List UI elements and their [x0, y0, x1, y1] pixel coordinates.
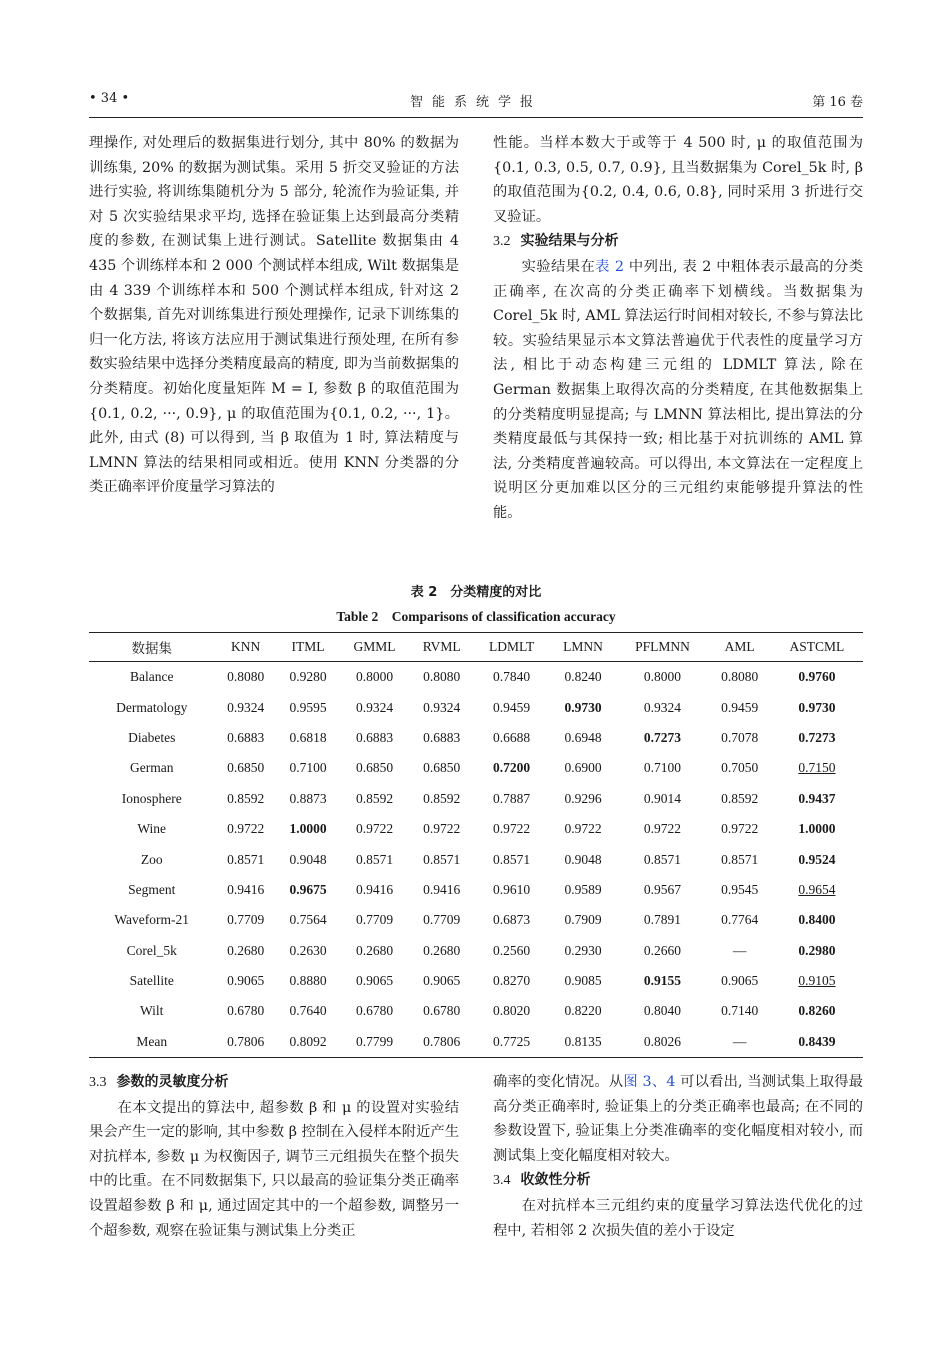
accuracy-table	[89, 632, 863, 1058]
accuracy-cell: 0.7806	[410, 1027, 474, 1058]
accuracy-cell: 0.9065	[355, 973, 394, 989]
table-2-link[interactable]: 表 2	[595, 258, 624, 275]
accuracy-cell: 0.8592	[423, 790, 461, 806]
accuracy-cell: 0.7150	[798, 760, 836, 776]
accuracy-cell: 0.9730	[798, 699, 836, 715]
accuracy-cell: 0.9730	[564, 699, 602, 715]
paragraph: 性能。当样本数大于或等于 4 500 时, μ 的取值范围为{0.1, 0.3, 0.5, 0.7, 0.9}, 且当数据集为 Corel_5k 时, β 的取值范围为{0.2, 0.4, 0.6, 0.8}, 同时采用 3 折进行交叉验证。	[493, 135, 863, 225]
paragraph: 理操作, 对处理后的数据集进行划分, 其中 80% 的数据为训练集, 20% 的数据为测试集。采用 5 折交叉验证的方法进行实验, 将训练集随机分为 5 部分, 轮流作为验证集, 并对 5 次实验结果求平均, 选择在验证集上达到最高分类精度的参数, 在测试集上进行测试。Satellite 数据集由 4 435 个训练样本和 2 000 个测试样本组成, Wilt 数据集是由 4 339 个训练样本和 500 个测试样本组成, 针对这 2 个数据集, 首先对训练集进行预处理操作, 记录下训练集的归一化方法, 将该方法应用于测试集进行预处理, 在所有参数实验结果中选择分类精度最高的精度, 即为当前数据集的分类精度。初始化度量矩阵 M = I, 参数 β 的取值范围为{0.1, 0.2, ···, 0.9}, μ 的取值范围为{0.1, 0.2, ···, 1}。此外, 由式 (8) 可以得到, 当 β 取值为 1 时, 算法精度与 LMNN 算法的结果相同或相近。使用 KNN 分类器的分类正确率评价度量学习算法的	[89, 135, 459, 496]
paragraph: 在对抗样本三元组约束的度量学习算法迭代优化的过程中, 若相邻 2 次损失值的差小于设定	[493, 1197, 863, 1239]
accuracy-cell: 0.7709	[355, 912, 394, 928]
table-row	[89, 905, 863, 935]
accuracy-cell: 0.9324	[643, 699, 682, 715]
accuracy-cell: 0.7799	[339, 1027, 410, 1058]
dataset-name-cell: Wilt	[139, 1003, 164, 1019]
accuracy-cell: 0.9567	[643, 881, 682, 897]
column-header: AML	[708, 633, 770, 662]
accuracy-cell: 0.9545	[721, 881, 759, 897]
dataset-name-cell: Ionosphere	[121, 790, 182, 806]
accuracy-cell: 0.8080	[227, 669, 265, 685]
accuracy-cell: 0.9105	[798, 973, 836, 989]
column-header: KNN	[214, 633, 276, 662]
accuracy-cell: 0.7709	[423, 912, 461, 928]
accuracy-cell: 0.6780	[355, 1003, 394, 1019]
accuracy-cell: 0.8571	[355, 851, 394, 867]
accuracy-cell: 0.7140	[721, 1003, 759, 1019]
accuracy-cell: 0.9437	[798, 790, 836, 806]
table-row	[89, 844, 863, 874]
accuracy-cell: 0.9296	[564, 790, 602, 806]
accuracy-cell: 0.6850	[355, 760, 394, 776]
table-row	[89, 814, 863, 844]
volume-label: 第 16 卷	[812, 95, 863, 110]
table-header-row	[89, 633, 863, 662]
right-column-bottom	[493, 1070, 863, 1243]
accuracy-cell: 0.7273	[798, 729, 836, 745]
figure-3-4-link[interactable]: 图 3、4	[623, 1074, 676, 1090]
accuracy-cell: 0.9155	[643, 973, 682, 989]
accuracy-cell: 0.9595	[289, 699, 327, 715]
accuracy-cell: 0.9324	[423, 699, 461, 715]
accuracy-cell: 0.9065	[423, 973, 461, 989]
header-rule	[89, 117, 863, 118]
accuracy-cell: 0.9610	[493, 881, 531, 897]
dataset-name-cell: Wine	[137, 821, 167, 837]
accuracy-cell: 0.9324	[227, 699, 265, 715]
accuracy-cell: 0.2680	[227, 942, 265, 958]
table-caption-en: Table 2 Comparisons of classification accuracy	[336, 609, 616, 624]
table-row	[89, 1027, 863, 1058]
accuracy-cell: 0.7100	[643, 760, 682, 776]
accuracy-cell: 0.9416	[227, 881, 265, 897]
accuracy-cell: 0.8080	[423, 669, 461, 685]
accuracy-cell: 0.2930	[564, 942, 602, 958]
accuracy-cell: 0.2680	[423, 942, 461, 958]
accuracy-cell: 0.9722	[423, 821, 461, 837]
accuracy-cell: 0.6883	[355, 729, 394, 745]
paragraph: 实验结果在表 2 中列出, 表 2 中粗体表示最高的分类正确率, 在次高的分类正确率下划横线。当数据集为 Corel_5k 时, AML 算法运行时间相对较长, 不参与算法比较。实验结果显示本文算法普遍优于代表性的度量学习方法, 相比于动态构建三元组的 LDMLT 算法, 除在 German 数据集上取得次高的分类精度, 在其他数据集上的分类精度明显提高; 与 LMNN 算法相比, 提出算法的分类精度最低与其保持一致; 相比基于对抗训练的 AML 算法, 分类精度普遍较高。可以得出, 本文算法在一定程度上说明区分更加难以区分的三元组约束能够提升算法的性能。	[493, 258, 864, 521]
accuracy-cell: 0.9722	[721, 821, 759, 837]
accuracy-cell: 0.7200	[493, 760, 531, 776]
accuracy-cell: 0.7764	[721, 912, 759, 928]
accuracy-cell: 0.7100	[289, 760, 327, 776]
accuracy-cell: 0.6780	[423, 1003, 461, 1019]
table-body	[89, 662, 863, 1058]
accuracy-cell: 0.9722	[564, 821, 602, 837]
page-header	[89, 91, 863, 113]
accuracy-cell: 0.7640	[289, 1003, 327, 1019]
section-heading-3-3: 3.3 参数的灵敏度分析	[89, 1074, 229, 1090]
accuracy-cell: 0.8000	[355, 669, 394, 685]
dataset-name-cell: Zoo	[140, 851, 163, 867]
accuracy-cell: 0.8439	[771, 1027, 863, 1058]
table-row	[89, 784, 863, 814]
column-header: RVML	[410, 633, 474, 662]
accuracy-cell: 0.2680	[355, 942, 394, 958]
table-row	[89, 996, 863, 1026]
accuracy-cell: 0.9280	[289, 669, 327, 685]
accuracy-cell: 0.7050	[721, 760, 759, 776]
accuracy-cell: 0.8571	[423, 851, 461, 867]
accuracy-cell: 0.9048	[289, 851, 327, 867]
accuracy-cell: 0.9589	[564, 881, 602, 897]
paragraph: 在本文提出的算法中, 超参数 β 和 μ 的设置对实验结果会产生一定的影响, 其中参数 β 控制在入侵样本附近产生对抗样本, 参数 μ 为权衡因子, 调节三元组损失在整个损失中的比重。在不同数据集下, 只以最高的验证集分类正确率设置超参数 β 和 μ, 通过固定其中的一个超参数, 调整另一个超参数, 观察在验证集与测试集上分类正	[89, 1099, 459, 1239]
accuracy-cell: 0.9654	[798, 881, 836, 897]
accuracy-cell: 0.9014	[643, 790, 682, 806]
table-row	[89, 936, 863, 966]
journal-name: 智能系统学报	[409, 95, 542, 110]
table-row	[89, 692, 863, 722]
accuracy-cell: 0.6688	[493, 729, 531, 745]
accuracy-cell: 0.8571	[643, 851, 682, 867]
accuracy-cell: 0.9085	[564, 973, 602, 989]
accuracy-cell: 0.6873	[493, 912, 531, 928]
accuracy-cell: 0.6883	[423, 729, 461, 745]
table-row	[89, 966, 863, 996]
accuracy-cell: 0.2630	[289, 942, 327, 958]
accuracy-cell: 0.9416	[355, 881, 394, 897]
column-header: ASTCML	[771, 633, 863, 662]
accuracy-cell: 0.8880	[289, 973, 327, 989]
column-header: LDMLT	[474, 633, 550, 662]
table-row	[89, 875, 863, 905]
accuracy-cell: 0.9065	[721, 973, 759, 989]
left-column-bottom	[89, 1070, 459, 1243]
accuracy-cell: 0.8571	[227, 851, 265, 867]
accuracy-cell: 0.9722	[643, 821, 682, 837]
accuracy-cell: 0.9760	[798, 669, 836, 685]
accuracy-cell: 0.8260	[798, 1003, 836, 1019]
dataset-name-cell: Dermatology	[116, 699, 188, 715]
accuracy-cell: 0.9416	[423, 881, 461, 897]
accuracy-cell: 0.8873	[289, 790, 327, 806]
table-row	[89, 753, 863, 783]
dataset-name-cell: Balance	[129, 669, 174, 685]
accuracy-cell: 0.7564	[289, 912, 327, 928]
accuracy-cell: 0.7273	[643, 729, 682, 745]
dataset-name-cell: Satellite	[129, 973, 174, 989]
accuracy-cell: 0.8000	[643, 669, 682, 685]
accuracy-cell: 0.8240	[564, 669, 602, 685]
accuracy-cell: 0.8080	[721, 669, 759, 685]
column-header: ITML	[277, 633, 339, 662]
accuracy-cell: —	[732, 942, 747, 958]
accuracy-cell: 0.6900	[564, 760, 602, 776]
accuracy-cell: 0.8026	[616, 1027, 708, 1058]
accuracy-cell: 0.7840	[493, 669, 531, 685]
accuracy-cell: 0.7887	[493, 790, 531, 806]
accuracy-cell: 0.9722	[227, 821, 265, 837]
accuracy-cell: 0.7909	[564, 912, 602, 928]
accuracy-cell: 0.9675	[289, 881, 327, 897]
column-header: PFLMNN	[616, 633, 708, 662]
accuracy-cell: —	[708, 1027, 770, 1058]
column-header: 数据集	[89, 633, 214, 662]
dataset-name-cell: Mean	[89, 1027, 214, 1058]
accuracy-cell: 0.2660	[643, 942, 682, 958]
column-header: LMNN	[550, 633, 617, 662]
accuracy-cell: 0.9048	[564, 851, 602, 867]
table-caption-zh: 表 2 分类精度的对比	[410, 585, 542, 600]
accuracy-cell: 0.7709	[227, 912, 265, 928]
right-column-top	[493, 131, 863, 526]
accuracy-cell: 0.8592	[355, 790, 394, 806]
paragraph: 确率的变化情况。从图 3、4 可以看出, 当测试集上取得最高分类正确率时, 验证集上的分类正确率也最高; 在不同的参数设置下, 验证集上分类准确率的变化幅度相对较小, 而测试集上变化幅度相对较大。	[493, 1074, 863, 1164]
accuracy-cell: 0.6780	[227, 1003, 265, 1019]
accuracy-cell: 0.6818	[289, 729, 327, 745]
accuracy-cell: 0.8020	[493, 1003, 531, 1019]
accuracy-cell: 0.8571	[493, 851, 531, 867]
accuracy-cell: 0.7078	[721, 729, 759, 745]
accuracy-cell: 0.6948	[564, 729, 602, 745]
section-heading-3-2: 3.2 实验结果与分析	[493, 233, 619, 250]
table-row	[89, 723, 863, 753]
section-heading-3-4: 3.4 收敛性分析	[493, 1172, 591, 1189]
accuracy-cell: 0.9524	[798, 851, 836, 867]
accuracy-cell: 0.8400	[798, 912, 836, 928]
accuracy-cell: 0.8571	[721, 851, 759, 867]
left-column-top	[89, 131, 459, 500]
dataset-name-cell: German	[129, 760, 174, 776]
accuracy-cell: 0.9459	[721, 699, 759, 715]
page-number: • 34 •	[89, 91, 130, 106]
accuracy-cell: 0.6883	[227, 729, 265, 745]
accuracy-cell: 0.9459	[493, 699, 531, 715]
dataset-name-cell: Corel_5k	[126, 942, 177, 958]
accuracy-cell: 0.8592	[227, 790, 265, 806]
accuracy-cell: 0.9722	[355, 821, 394, 837]
accuracy-cell: 1.0000	[289, 821, 327, 837]
accuracy-cell: 0.2980	[798, 942, 836, 958]
accuracy-cell: 0.7891	[643, 912, 682, 928]
accuracy-cell: 1.0000	[798, 821, 836, 837]
column-header: GMML	[339, 633, 410, 662]
accuracy-cell: 0.8592	[721, 790, 759, 806]
accuracy-cell: 0.7806	[214, 1027, 276, 1058]
accuracy-cell: 0.6850	[423, 760, 461, 776]
accuracy-cell: 0.9324	[355, 699, 394, 715]
accuracy-cell: 0.7725	[474, 1027, 550, 1058]
dataset-name-cell: Diabetes	[128, 729, 176, 745]
accuracy-cell: 0.6850	[227, 760, 265, 776]
accuracy-cell: 0.8135	[550, 1027, 617, 1058]
accuracy-cell: 0.8220	[564, 1003, 602, 1019]
accuracy-cell: 0.8270	[493, 973, 531, 989]
accuracy-cell: 0.2560	[493, 942, 531, 958]
accuracy-cell: 0.8040	[643, 1003, 682, 1019]
accuracy-cell: 0.8092	[277, 1027, 339, 1058]
table-row	[89, 662, 863, 693]
accuracy-cell: 0.9065	[227, 973, 265, 989]
dataset-name-cell: Segment	[128, 881, 176, 897]
dataset-name-cell: Waveform-21	[114, 912, 190, 928]
accuracy-cell: 0.9722	[493, 821, 531, 837]
